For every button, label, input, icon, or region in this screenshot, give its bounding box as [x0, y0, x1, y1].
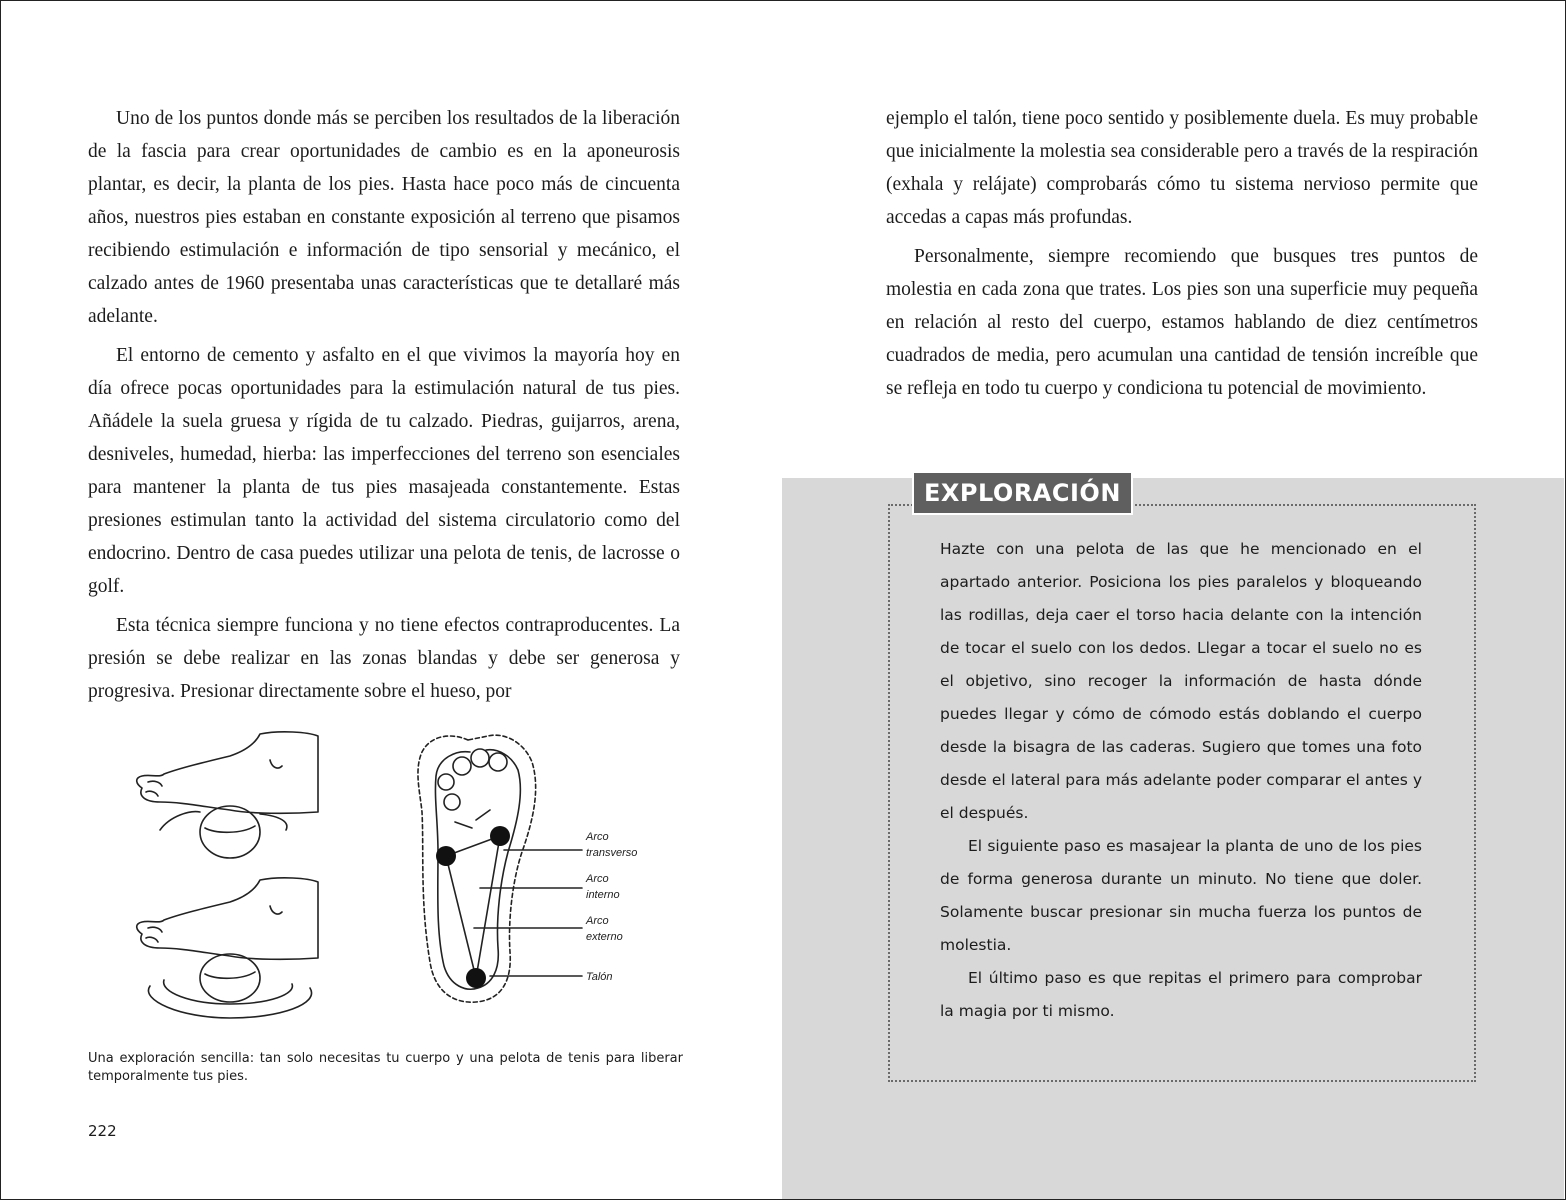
- foot-side-view-bottom: [137, 878, 318, 1018]
- label-arco-interno-2: interno: [586, 889, 620, 901]
- arch-lines: [446, 836, 582, 978]
- label-arco-transverso-2: transverso: [586, 847, 638, 859]
- label-arco-externo-2: externo: [586, 931, 623, 943]
- exploration-body: [940, 533, 1422, 1028]
- exploration-paragraph-2: El siguiente paso es masajear la planta de uno de los pies de forma generosa durante un minuto. No tiene que doler. Solamente buscar presionar sin mucha fuerza los puntos de molestia.: [940, 837, 1422, 954]
- foot-side-view-top: [137, 732, 318, 858]
- label-arco-externo-1: Arco: [586, 915, 609, 927]
- right-page-body: [886, 102, 1478, 411]
- left-paragraph-3: Esta técnica siempre funciona y no tiene efectos contraproducentes. La presión se debe realizar en las zonas blandas y debe ser generosa y progresiva. Presionar directamente sobre el hueso, por: [88, 615, 680, 702]
- foot-massage-illustration: [120, 722, 680, 1022]
- label-talon: Talón: [586, 971, 613, 983]
- exploration-paragraph-1: Hazte con una pelota de las que he mencionado en el apartado anterior. Posiciona los pies paralelos y bloqueando las rodillas, deja caer el torso hacia delante con la intención de tocar el suelo con los dedos. Llegar a tocar el suelo no es el objetivo, sino recoger la información de hasta dónde puedes llegar y cómo de cómodo estás doblando el cuerpo desde la bisagra de las caderas. Sugiero que tomes una foto desde el lateral para más adelante poder comparar el antes y el después.: [940, 540, 1422, 822]
- figure-caption: Una exploración sencilla: tan solo necesitas tu cuerpo y una pelota de tenis para liberar temporalmente tus pies.: [88, 1051, 683, 1084]
- right-paragraph-2: Personalmente, siempre recomiendo que busques tres puntos de molestia en cada zona que trates. Los pies son una superficie muy pequeña en relación al resto del cuerpo, estamos hablando de diez centímetros cuadrados de media, pero acumulan una cantidad de tensión increíble que se refleja en todo tu cuerpo y condiciona tu potencial de movimiento.: [886, 246, 1478, 399]
- left-paragraph-2: El entorno de cemento y asfalto en el que vivimos la mayoría hoy en día ofrece pocas oportunidades para la estimulación natural de tus pies. Añádele la suela gruesa y rígida de tu calzado. Piedras, guijarros, arena, desniveles, humedad, hierba: las imperfecciones del terreno son esenciales para mantener la planta de tus pies masajeada constantemente. Estas presiones estimulan tanto la actividad del sistema circulatorio como del endocrino. Dentro de casa puedes utilizar una pelota de tenis, de lacrosse o golf.: [88, 345, 680, 597]
- label-arco-transverso-1: Arco: [586, 831, 609, 843]
- page-number: 222: [88, 1122, 117, 1140]
- exploration-paragraph-3: El último paso es que repitas el primero para comprobar la magia por ti mismo.: [940, 969, 1422, 1020]
- foot-sole-diagram: [418, 735, 536, 1002]
- left-page-body: [88, 102, 680, 714]
- label-arco-interno-1: Arco: [586, 873, 609, 885]
- left-paragraph-1: Uno de los puntos donde más se perciben los resultados de la liberación de la fascia para crear oportunidades de cambio es en la aponeurosis plantar, es decir, la planta de los pies. Hasta hace poco más de cincuenta años, nuestros pies estaban en constante exposición al terreno que pisamos recibiendo estimulación e información de tipo sensorial y mecánico, el calzado antes de 1960 presentaba unas características que te detallaré más adelante.: [88, 108, 680, 327]
- right-paragraph-1: ejemplo el talón, tiene poco sentido y posiblemente duela. Es muy probable que inicialmente la molestia sea considerable pero a través de la respiración (exhala y relájate) comprobarás cómo tu sistema nervioso permite que accedas a capas más profundas.: [886, 108, 1478, 228]
- exploration-title: EXPLORACIÓN: [912, 471, 1133, 515]
